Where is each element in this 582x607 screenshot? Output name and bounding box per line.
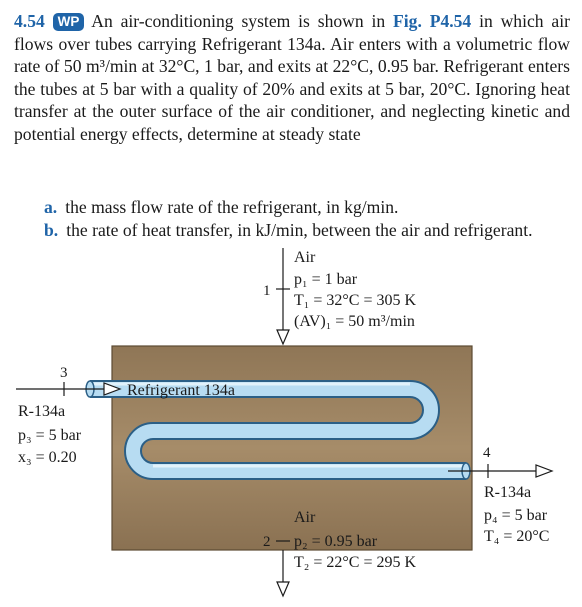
air-outlet-pressure: p₂ = 0.95 bar	[294, 533, 378, 550]
air-inlet-arrow-icon	[277, 330, 289, 344]
wp-badge: WP	[53, 13, 85, 31]
part-b-letter: b.	[44, 220, 59, 240]
problem-text-rest: in which air flows over tubes carrying Refrigerant 134a. Air enters with a volumetric flow rate of 50 m³/min at 32°C, 1 bar, and exits at 22°C, 0.95 bar. Refrigerant enters the tubes at 5 bar with a quality of 20% and exits at 5 bar, 20°C. Ignoring heat transfer at the outer surface of the air conditioner, and neglecting kinetic and potential energy effects, determine at steady state	[14, 11, 570, 144]
refrigerant-inlet-pressure: p₃ = 5 bar	[18, 427, 82, 444]
problem-number: 4.54	[14, 11, 45, 31]
air-conditioner-housing	[112, 346, 472, 550]
part-a-letter: a.	[44, 197, 58, 217]
air-inlet-temperature: T₁ = 32°C = 305 K	[294, 292, 417, 309]
air-inlet-volume-flow: (AV)₁ = 50 m³/min	[294, 313, 415, 330]
refrigerant-outlet-state-number: 4	[483, 445, 491, 461]
tube-label: Refrigerant 134a	[127, 382, 235, 399]
air-outlet-arrow-icon	[277, 582, 289, 596]
refrigerant-outlet-pressure: p₄ = 5 bar	[484, 507, 548, 524]
air-outlet-temperature: T₂ = 22°C = 295 K	[294, 554, 417, 571]
figure-reference: Fig. P4.54	[393, 11, 472, 31]
part-a-text: the mass flow rate of the refrigerant, in kg/min.	[65, 197, 399, 217]
air-outlet-state-number: 2	[263, 534, 271, 550]
refrigerant-outlet-arrow-icon	[536, 465, 552, 477]
problem-text-start: An air-conditioning system is shown in	[91, 11, 386, 31]
refrigerant-inlet-quality: x₃ = 0.20	[18, 449, 77, 466]
refrigerant-outlet-name: R-134a	[484, 484, 532, 501]
refrigerant-inlet-name: R-134a	[18, 403, 66, 420]
air-inlet-state-number: 1	[263, 283, 271, 299]
air-inlet-title: Air	[294, 249, 316, 266]
air-inlet-pressure: p₁ = 1 bar	[294, 271, 358, 288]
air-outlet-title: Air	[294, 509, 316, 526]
refrigerant-outlet-temperature: T₄ = 20°C	[484, 528, 550, 545]
part-b-text: the rate of heat transfer, in kJ/min, between the air and refrigerant.	[66, 220, 533, 240]
refrigerant-inlet-state-number: 3	[60, 365, 68, 381]
